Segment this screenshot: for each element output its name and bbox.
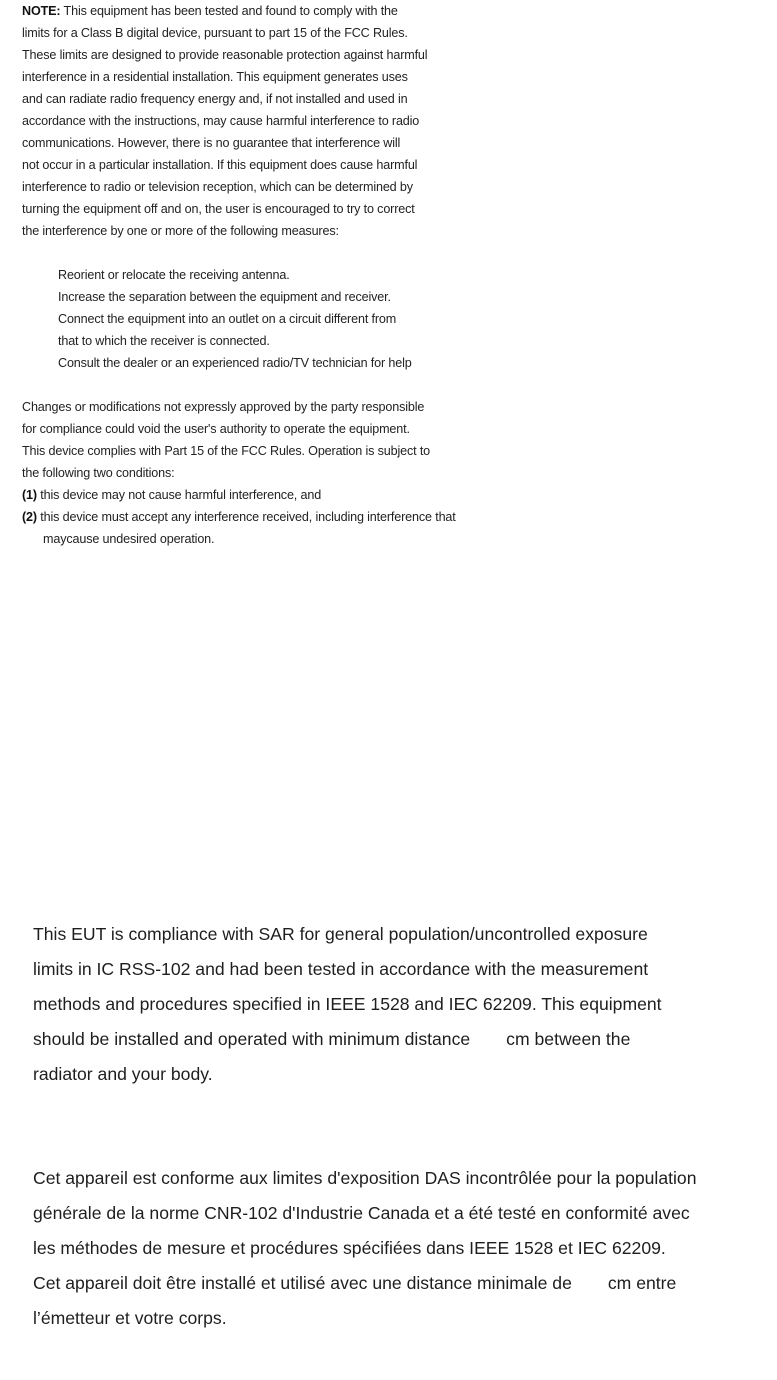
condition-number: (1): [22, 488, 37, 502]
measure-item: Increase the separation between the equipment and receiver.: [58, 290, 391, 304]
condition-number: (2): [22, 510, 37, 524]
sar-fr-line: générale de la norme CNR-102 d'Industrie Canada et a été testé en conformité avec: [33, 1203, 690, 1223]
fcc-note-line: limits for a Class B digital device, pursuant to part 15 of the FCC Rules.: [22, 26, 408, 40]
sar-statement-french: [33, 1161, 773, 1336]
paragraph-spacer: [22, 242, 492, 264]
measure-item: Consult the dealer or an experienced radio/TV technician for help: [58, 356, 412, 370]
fcc-statement: [22, 0, 492, 550]
sar-fr-line: Cet appareil doit être installé et utilisé avec une distance minimale de cm entre: [33, 1273, 677, 1293]
paragraph-spacer: [22, 374, 492, 396]
sar-en-line: limits in IC RSS-102 and had been tested in accordance with the measurement: [33, 959, 649, 979]
sar-fr-line: les méthodes de mesure et procédures spécifiées dans IEEE 1528 et IEC 62209.: [33, 1238, 666, 1258]
fcc-note-line: These limits are designed to provide reasonable protection against harmful: [22, 48, 428, 62]
sar-en-line: radiator and your body.: [33, 1064, 213, 1084]
note-label: NOTE:: [22, 4, 61, 18]
fcc-note-line: NOTE: This equipment has been tested and found to comply with the: [22, 4, 398, 18]
changes-line: This device complies with Part 15 of the FCC Rules. Operation is subject to: [22, 444, 431, 458]
changes-line: Changes or modifications not expressly approved by the party responsible: [22, 400, 425, 414]
fcc-note-line: the interference by one or more of the following measures:: [22, 224, 339, 238]
sar-fr-line: Cet appareil est conforme aux limites d'exposition DAS incontrôlée pour la population: [33, 1168, 697, 1188]
changes-line: the following two conditions:: [22, 466, 175, 480]
sar-en-line: This EUT is compliance with SAR for general population/uncontrolled exposure: [33, 924, 648, 944]
measure-item: Connect the equipment into an outlet on a circuit different from: [58, 312, 397, 326]
fcc-note-line: communications. However, there is no guarantee that interference will: [22, 136, 401, 150]
sar-statement-english: [33, 917, 773, 1092]
sar-en-line: should be installed and operated with minimum distance cm between the: [33, 1029, 631, 1049]
condition-item: (1) this device may not cause harmful interference, and: [22, 488, 322, 502]
changes-line: for compliance could void the user's authority to operate the equipment.: [22, 422, 410, 436]
measure-item: that to which the receiver is connected.: [58, 334, 270, 348]
measures-list: [22, 264, 492, 374]
fcc-note-line: interference in a residential installation. This equipment generates uses: [22, 70, 408, 84]
sar-fr-line: l’émetteur et votre corps.: [33, 1308, 227, 1328]
fcc-note-line: and can radiate radio frequency energy and, if not installed and used in: [22, 92, 408, 106]
condition-item: (2) this device must accept any interference received, including interference that maycause undesired operation.: [22, 510, 456, 546]
fcc-note-line: turning the equipment off and on, the user is encouraged to try to correct: [22, 202, 415, 216]
fcc-note-line: accordance with the instructions, may cause harmful interference to radio: [22, 114, 420, 128]
sar-en-line: methods and procedures specified in IEEE 1528 and IEC 62209. This equipment: [33, 994, 662, 1014]
fcc-note-line: interference to radio or television reception, which can be determined by: [22, 180, 413, 194]
fcc-note-line: not occur in a particular installation. If this equipment does cause harmful: [22, 158, 418, 172]
measure-item: Reorient or relocate the receiving antenna.: [58, 268, 290, 282]
